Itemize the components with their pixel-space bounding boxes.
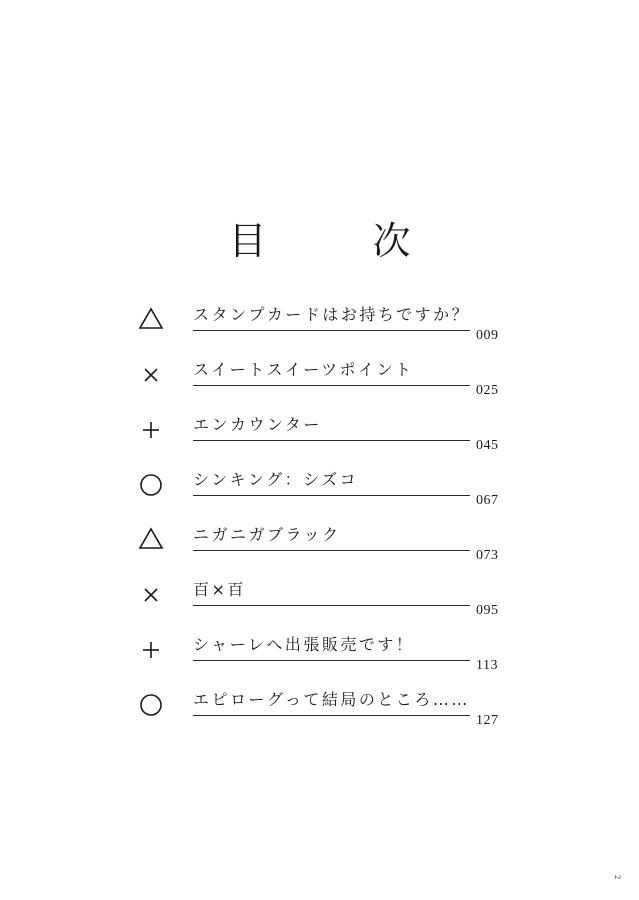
- toc-entry[interactable]: [0, 300, 639, 354]
- toc-entry-page: 067: [476, 493, 499, 508]
- toc-entry-title: エピローグって結局のところ……: [193, 690, 470, 709]
- toc-entry-page: 025: [476, 383, 499, 398]
- triangle-icon: [138, 526, 164, 552]
- toc-entry-page: 009: [476, 328, 499, 343]
- plus-icon: [138, 636, 164, 662]
- toc-entry-title: ニガニガブラック: [193, 525, 341, 544]
- cross-icon: [138, 361, 164, 387]
- toc-entry[interactable]: [0, 465, 639, 519]
- plus-icon: [138, 416, 164, 442]
- toc-entry-page: 113: [476, 658, 498, 673]
- toc-entry[interactable]: [0, 410, 639, 464]
- toc-entry-title: スタンプカードはお持ちですか？: [193, 305, 471, 324]
- toc-entry-rule: [193, 715, 470, 716]
- circle-icon: [138, 471, 164, 497]
- cross-icon: [138, 581, 164, 607]
- toc-entry[interactable]: [0, 355, 639, 409]
- toc-entry-rule: [193, 385, 470, 386]
- toc-entry-rule: [193, 605, 470, 606]
- toc-entry-rule: [193, 330, 470, 331]
- toc-entry[interactable]: [0, 520, 639, 574]
- toc-entry-page: 045: [476, 438, 499, 453]
- toc-entry-rule: [193, 495, 470, 496]
- circle-icon: [138, 691, 164, 717]
- toc-entry-title: シャーレへ出張販売です！: [193, 635, 415, 654]
- page-number: 2: [613, 875, 622, 879]
- toc-entry-rule: [193, 440, 470, 441]
- toc-entry[interactable]: [0, 630, 639, 684]
- toc-entry-rule: [193, 550, 470, 551]
- page-title: 目 次: [228, 219, 445, 263]
- toc-entry-page: 127: [476, 713, 499, 728]
- toc-entry-title: スイートスイーツポイント: [193, 360, 414, 379]
- toc-entry-page: 073: [476, 548, 499, 563]
- toc-entry-page: 095: [476, 603, 499, 618]
- toc-entry-title: シンキング：シズコ: [193, 470, 359, 489]
- toc-entry-title: エンカウンター: [193, 415, 322, 434]
- triangle-icon: [138, 306, 164, 332]
- toc-entry[interactable]: [0, 575, 639, 629]
- toc-entry[interactable]: [0, 685, 639, 739]
- toc-entry-rule: [193, 660, 470, 661]
- toc-entry-title: 百×百: [193, 580, 246, 599]
